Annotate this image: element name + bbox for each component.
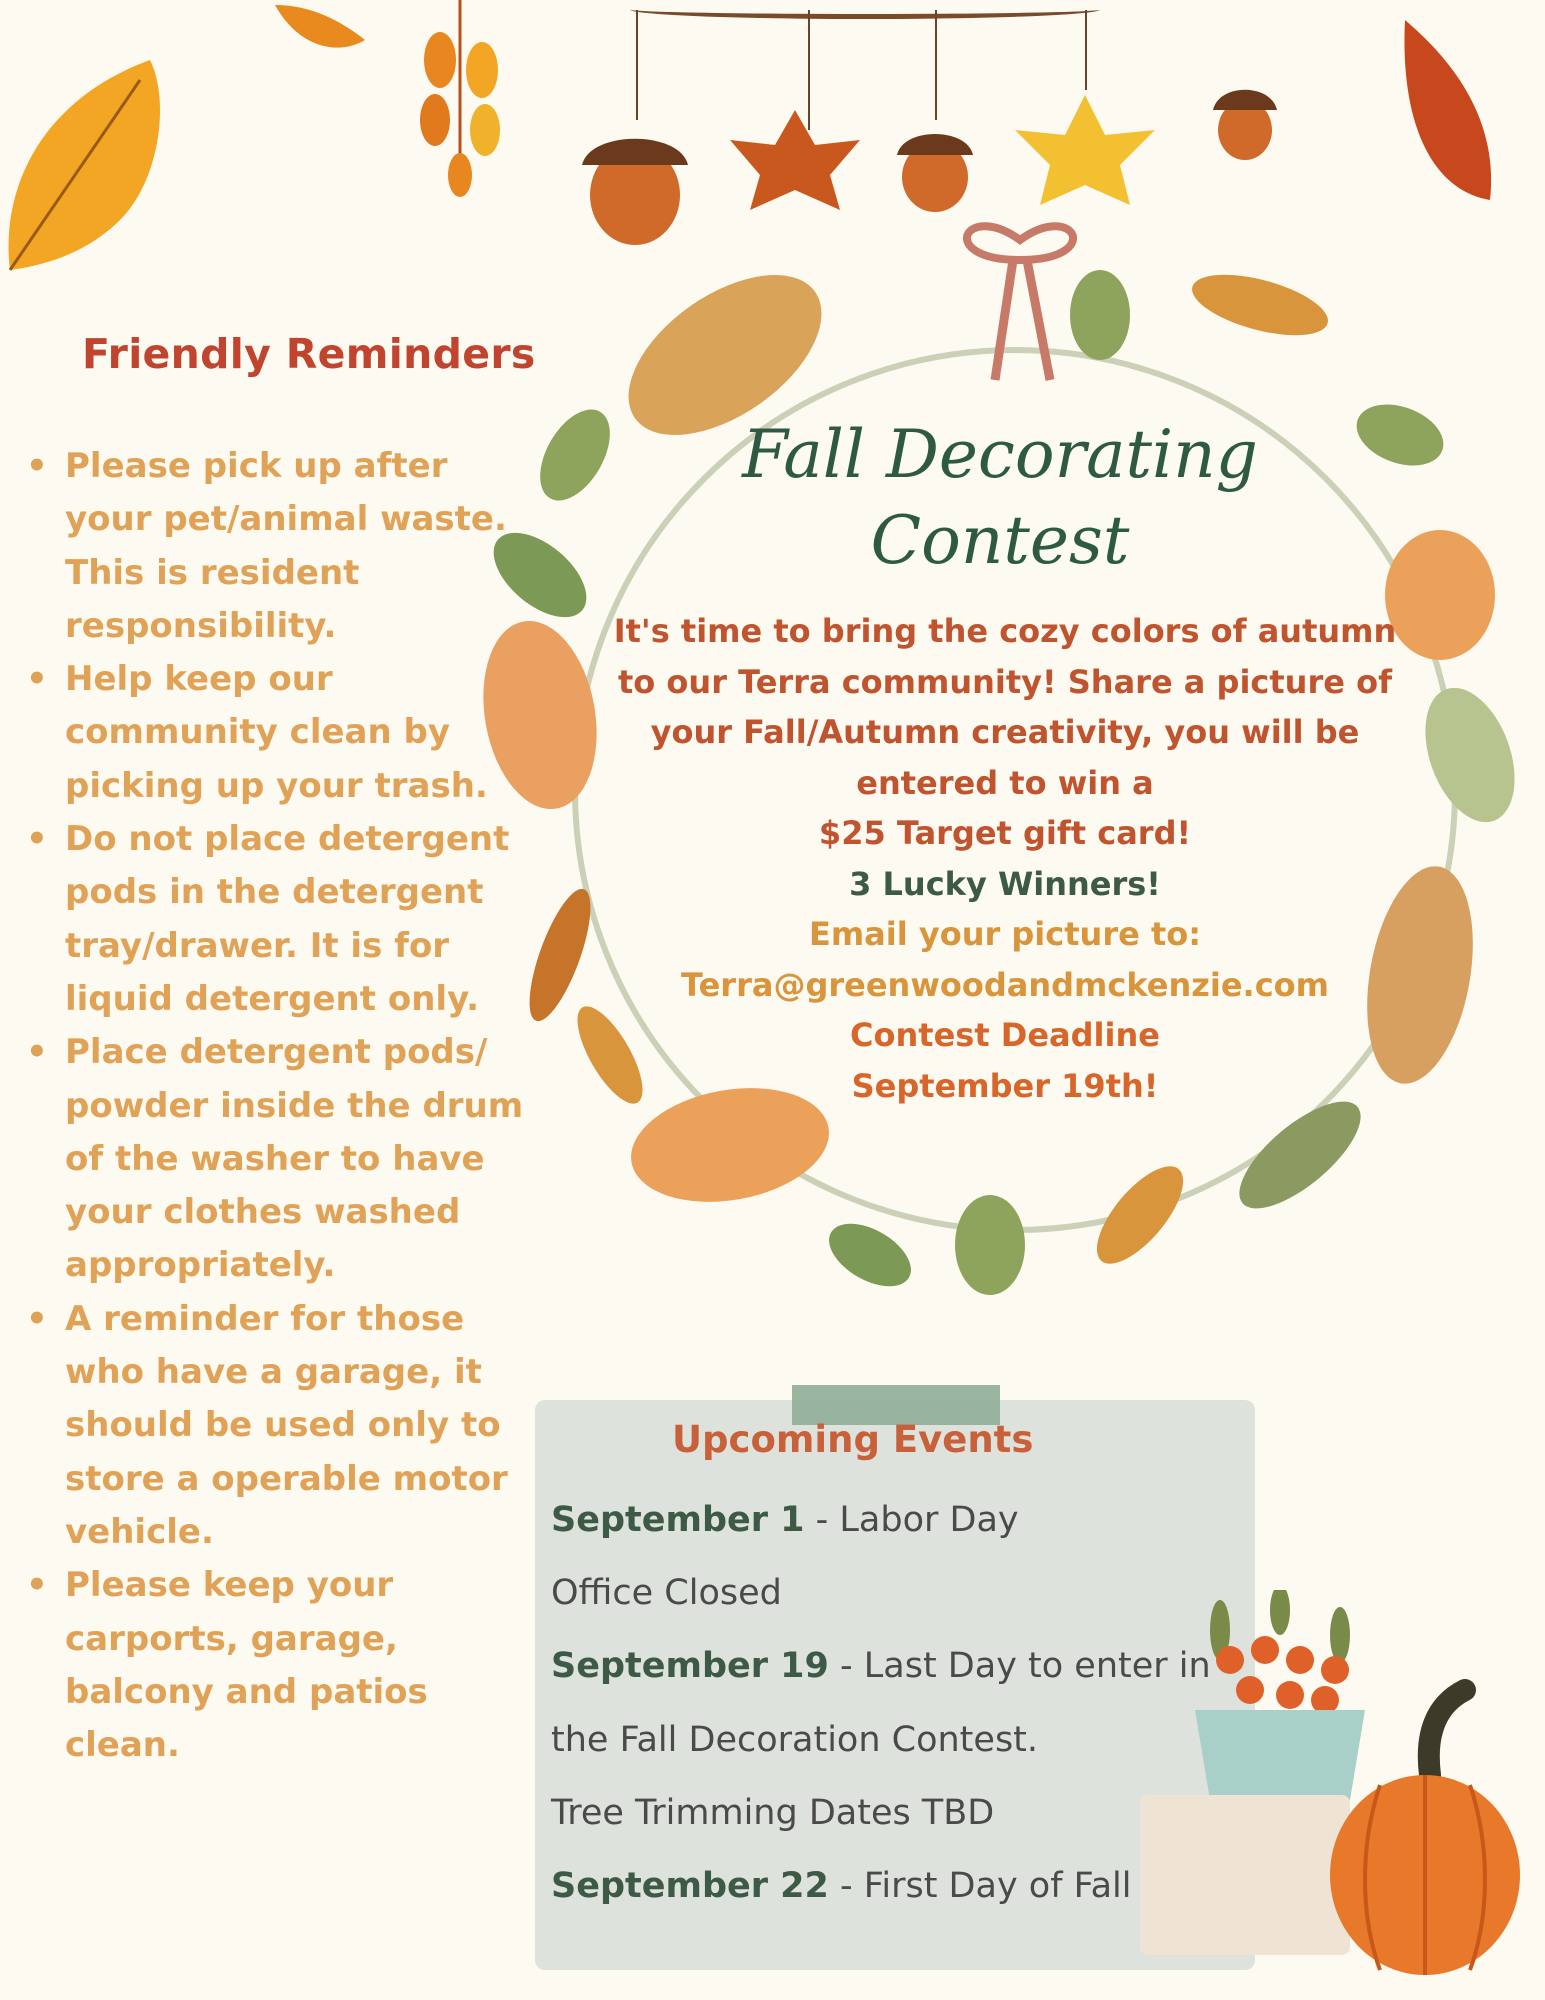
event-office-closed: Office Closed [551,1573,782,1613]
contest-winners: 3 Lucky Winners! [849,864,1161,903]
contest-body [590,606,1420,1111]
reminder-text: Please keep your carports, garage, balcony and patios clean. [65,1565,428,1766]
event-date: September 1 [551,1500,805,1540]
wood-crate [1140,1795,1350,1955]
contest-deadline-label: Contest Deadline [850,1016,1160,1054]
reminder-text: Place detergent pods/ powder inside the drum of the washer to have your clothes washed appropriately. [65,1032,524,1286]
contest-email[interactable]: Terra@greenwoodandmckenzie.com [681,965,1329,1004]
pumpkin-icon [1325,1675,1525,1975]
event-contest-line2: the Fall Decoration Contest. [551,1720,1039,1760]
reminder-text: Do not place detergent pods in the detergent tray/drawer. It is for liquid detergent only. [65,819,510,1019]
reminder-item [22,653,520,813]
event-text: - Last Day to enter in [828,1646,1211,1686]
reminder-text: A reminder for those who have a garage, it should be used only to store a operable motor vehicle. [65,1298,508,1552]
yellow-leaf-icon [1010,90,1160,210]
event-first-day-fall [551,1866,1131,1906]
event-tree-trimming: Tree Trimming Dates TBD [551,1793,995,1833]
event-text: - Labor Day [804,1500,1019,1540]
contest-deadline-date: September 19th! [851,1066,1159,1105]
reminder-text: Help keep our community clean by picking up your trash. [65,659,488,806]
reminder-item [22,1559,495,1772]
reminder-item [22,813,535,1026]
reminder-text: Please pick up after your pet/animal waste. This is resident responsibility. [65,446,507,646]
event-date: September 22 [551,1866,829,1906]
event-contest-deadline [551,1646,1211,1686]
contest-email-prompt: Email your picture to: [808,915,1202,953]
event-labor-day [551,1500,1019,1540]
top-leaf-icon [270,0,370,60]
events-title: Upcoming Events [672,1418,1034,1461]
contest-prize: $25 Target gift card! [818,814,1192,852]
contest-title-line1: Fall Decorating [742,416,1258,493]
bow-icon [925,200,1115,390]
contest-line1: It's time to bring the cozy colors of autumn [613,612,1397,650]
reminder-item [22,440,520,653]
corner-leaf-icon [0,40,180,280]
reminders-title: Friendly Reminders [82,330,536,378]
acorn-icon [1205,75,1285,165]
contest-line4: entered to win a [856,763,1154,802]
garland-string [630,0,1100,19]
hanging-branch-icon [390,0,530,200]
contest-title [740,412,1260,584]
contest-title-line2: Contest [870,502,1130,579]
hanging-leaf-icon [1380,0,1510,210]
event-text: - First Day of Fall [828,1866,1132,1906]
contest-line3: your Fall/Autumn creativity, you will be [650,713,1360,751]
contest-line2: to our Terra community! Share a picture of [618,662,1392,701]
event-date: September 19 [551,1646,829,1686]
reminder-item [22,1293,543,1559]
reminder-item [22,1026,540,1292]
reminders-list [22,440,522,1772]
